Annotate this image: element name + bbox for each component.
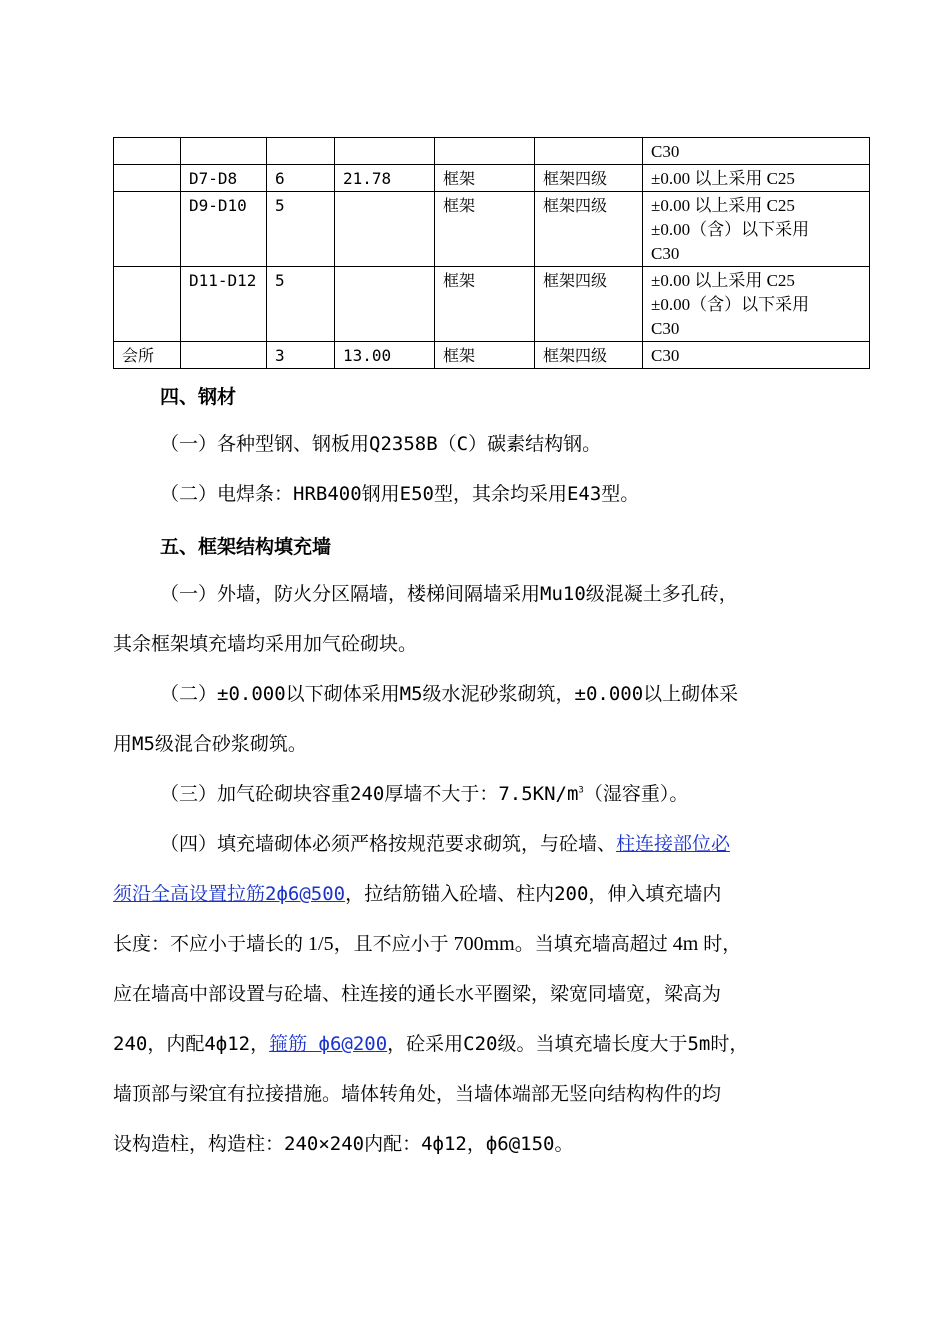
p4-line3-b: 1/5， (303, 933, 354, 955)
table-cell: 框架 (435, 165, 535, 192)
note-line: ±0.00 以上采用 C25 (651, 169, 795, 188)
section-4-paragraph-2: （二）电焊条：HRB400钢用E50型，其余均采用E43型。 (160, 483, 640, 505)
p4-line3-g: 时， (703, 933, 742, 955)
note-line: ±0.00（含）以下采用 (651, 220, 810, 239)
p4-line2-text: ，拉结筋锚入砼墙、柱内200，伸入填充墙内 (345, 883, 722, 905)
table-cell (114, 165, 181, 192)
table-cell: 框架 (435, 342, 535, 369)
p4-line3-f: 4m (667, 933, 704, 955)
table-row (114, 267, 870, 342)
table-cell: 框架四级 (535, 192, 643, 267)
section-5-p1-line1: （一）外墙，防火分区隔墙，楼梯间隔墙采用Mu10级混凝土多孔砖， (160, 583, 738, 605)
p4-link-stirrup[interactable]: 箍筋 ф6@200 (269, 1033, 388, 1055)
table-cell (181, 342, 267, 369)
note-line: C30 (651, 319, 680, 338)
table-cell: D11-D12 (181, 267, 267, 342)
note-line: ±0.00 以上采用 C25 (651, 196, 795, 215)
p4-line5-text: 240，内配4ф12， (113, 1033, 270, 1055)
section-5-p2-line2: 用M5级混合砂浆砌筑。 (113, 733, 307, 755)
note-line: ±0.00（含）以下采用 (651, 295, 810, 314)
table-cell: 框架 (435, 192, 535, 267)
section-5-p3 (160, 782, 688, 806)
section-5-p4-line6: 墙顶部与梁宜有拉接措施。墙体转角处，当墙体端部无竖向结构构件的均 (113, 1083, 722, 1105)
p4-link-column-connection[interactable]: 柱连接部位必 (616, 833, 731, 855)
p4-line3-d: 700mm。 (448, 933, 535, 955)
p4-line3-c: 且不应小于 (353, 933, 449, 955)
table-cell (335, 138, 435, 165)
table-cell: 13.00 (335, 342, 435, 369)
section-5-p4-line1 (160, 832, 730, 856)
table-cell: 21.78 (335, 165, 435, 192)
note-line: C30 (651, 346, 680, 365)
table-cell: 框架 (435, 267, 535, 342)
table-cell: 5 (267, 192, 335, 267)
section-5-p4-line4: 应在墙高中部设置与砼墙、柱连接的通长水平圈梁，梁宽同墙宽，梁高为 (113, 983, 722, 1005)
table-cell (114, 267, 181, 342)
table-row (114, 165, 870, 192)
section-5-p4-line7: 设构造柱，构造柱：240×240内配：4ф12，ф6@150。 (113, 1133, 574, 1155)
section-5-p1-line2: 其余框架填充墙均采用加气砼砌块。 (113, 633, 418, 655)
p3-text-end: （湿容重）。 (583, 783, 689, 805)
table-cell: 框架四级 (535, 267, 643, 342)
section-5-p2-line1: （二）±0.000以下砌体采用M5级水泥砂浆砌筑，±0.000以上砌体采 (160, 683, 739, 705)
table-cell: 框架四级 (535, 165, 643, 192)
table-cell (435, 138, 535, 165)
table-row (114, 138, 870, 165)
note-line: C30 (651, 244, 680, 263)
section-5-p4-line3 (113, 932, 741, 956)
table-cell-notes (643, 192, 870, 267)
table-cell (335, 267, 435, 342)
table-cell (535, 138, 643, 165)
p4-line1-text: （四）填充墙砌体必须严格按规范要求砌筑，与砼墙、 (160, 833, 617, 855)
table-cell: 3 (267, 342, 335, 369)
p4-line3-e: 当填充墙高超过 (534, 933, 668, 955)
table-row (114, 192, 870, 267)
table-cell-notes (643, 138, 870, 165)
p3-superscript: 3 (578, 785, 584, 796)
section-5-p4-line5 (113, 1032, 748, 1056)
table-cell (267, 138, 335, 165)
table-cell (114, 138, 181, 165)
section-4-paragraph-1: （一）各种型钢、钢板用Q2358B（C）碳素结构钢。 (160, 433, 602, 455)
p4-line3-a: 长度：不应小于墙长的 (113, 933, 304, 955)
section-4-heading: 四、钢材 (160, 386, 237, 408)
table-cell-notes (643, 342, 870, 369)
table-cell-notes (643, 165, 870, 192)
table-cell (335, 192, 435, 267)
section-5-heading: 五、框架结构填充墙 (160, 536, 332, 558)
table-cell-notes (643, 267, 870, 342)
table-cell: 会所 (114, 342, 181, 369)
table-row (114, 342, 870, 369)
note-line: ±0.00 以上采用 C25 (651, 271, 795, 290)
table-cell: D7-D8 (181, 165, 267, 192)
note-line: C30 (651, 142, 680, 161)
table-cell: 框架四级 (535, 342, 643, 369)
p4-line5-text-end: ，砼采用C20级。当填充墙长度大于5m时， (387, 1033, 749, 1055)
table-cell: 5 (267, 267, 335, 342)
table-cell: D9-D10 (181, 192, 267, 267)
p3-text: （三）加气砼砌块容重240厚墙不大于：7.5KN/m (160, 783, 579, 805)
table-cell: 6 (267, 165, 335, 192)
structure-table (113, 137, 870, 369)
p4-link-tie-bar[interactable]: 须沿全高设置拉筋2ф6@500 (113, 883, 346, 905)
table-cell (114, 192, 181, 267)
section-5-p4-line2 (113, 882, 721, 906)
table-cell (181, 138, 267, 165)
